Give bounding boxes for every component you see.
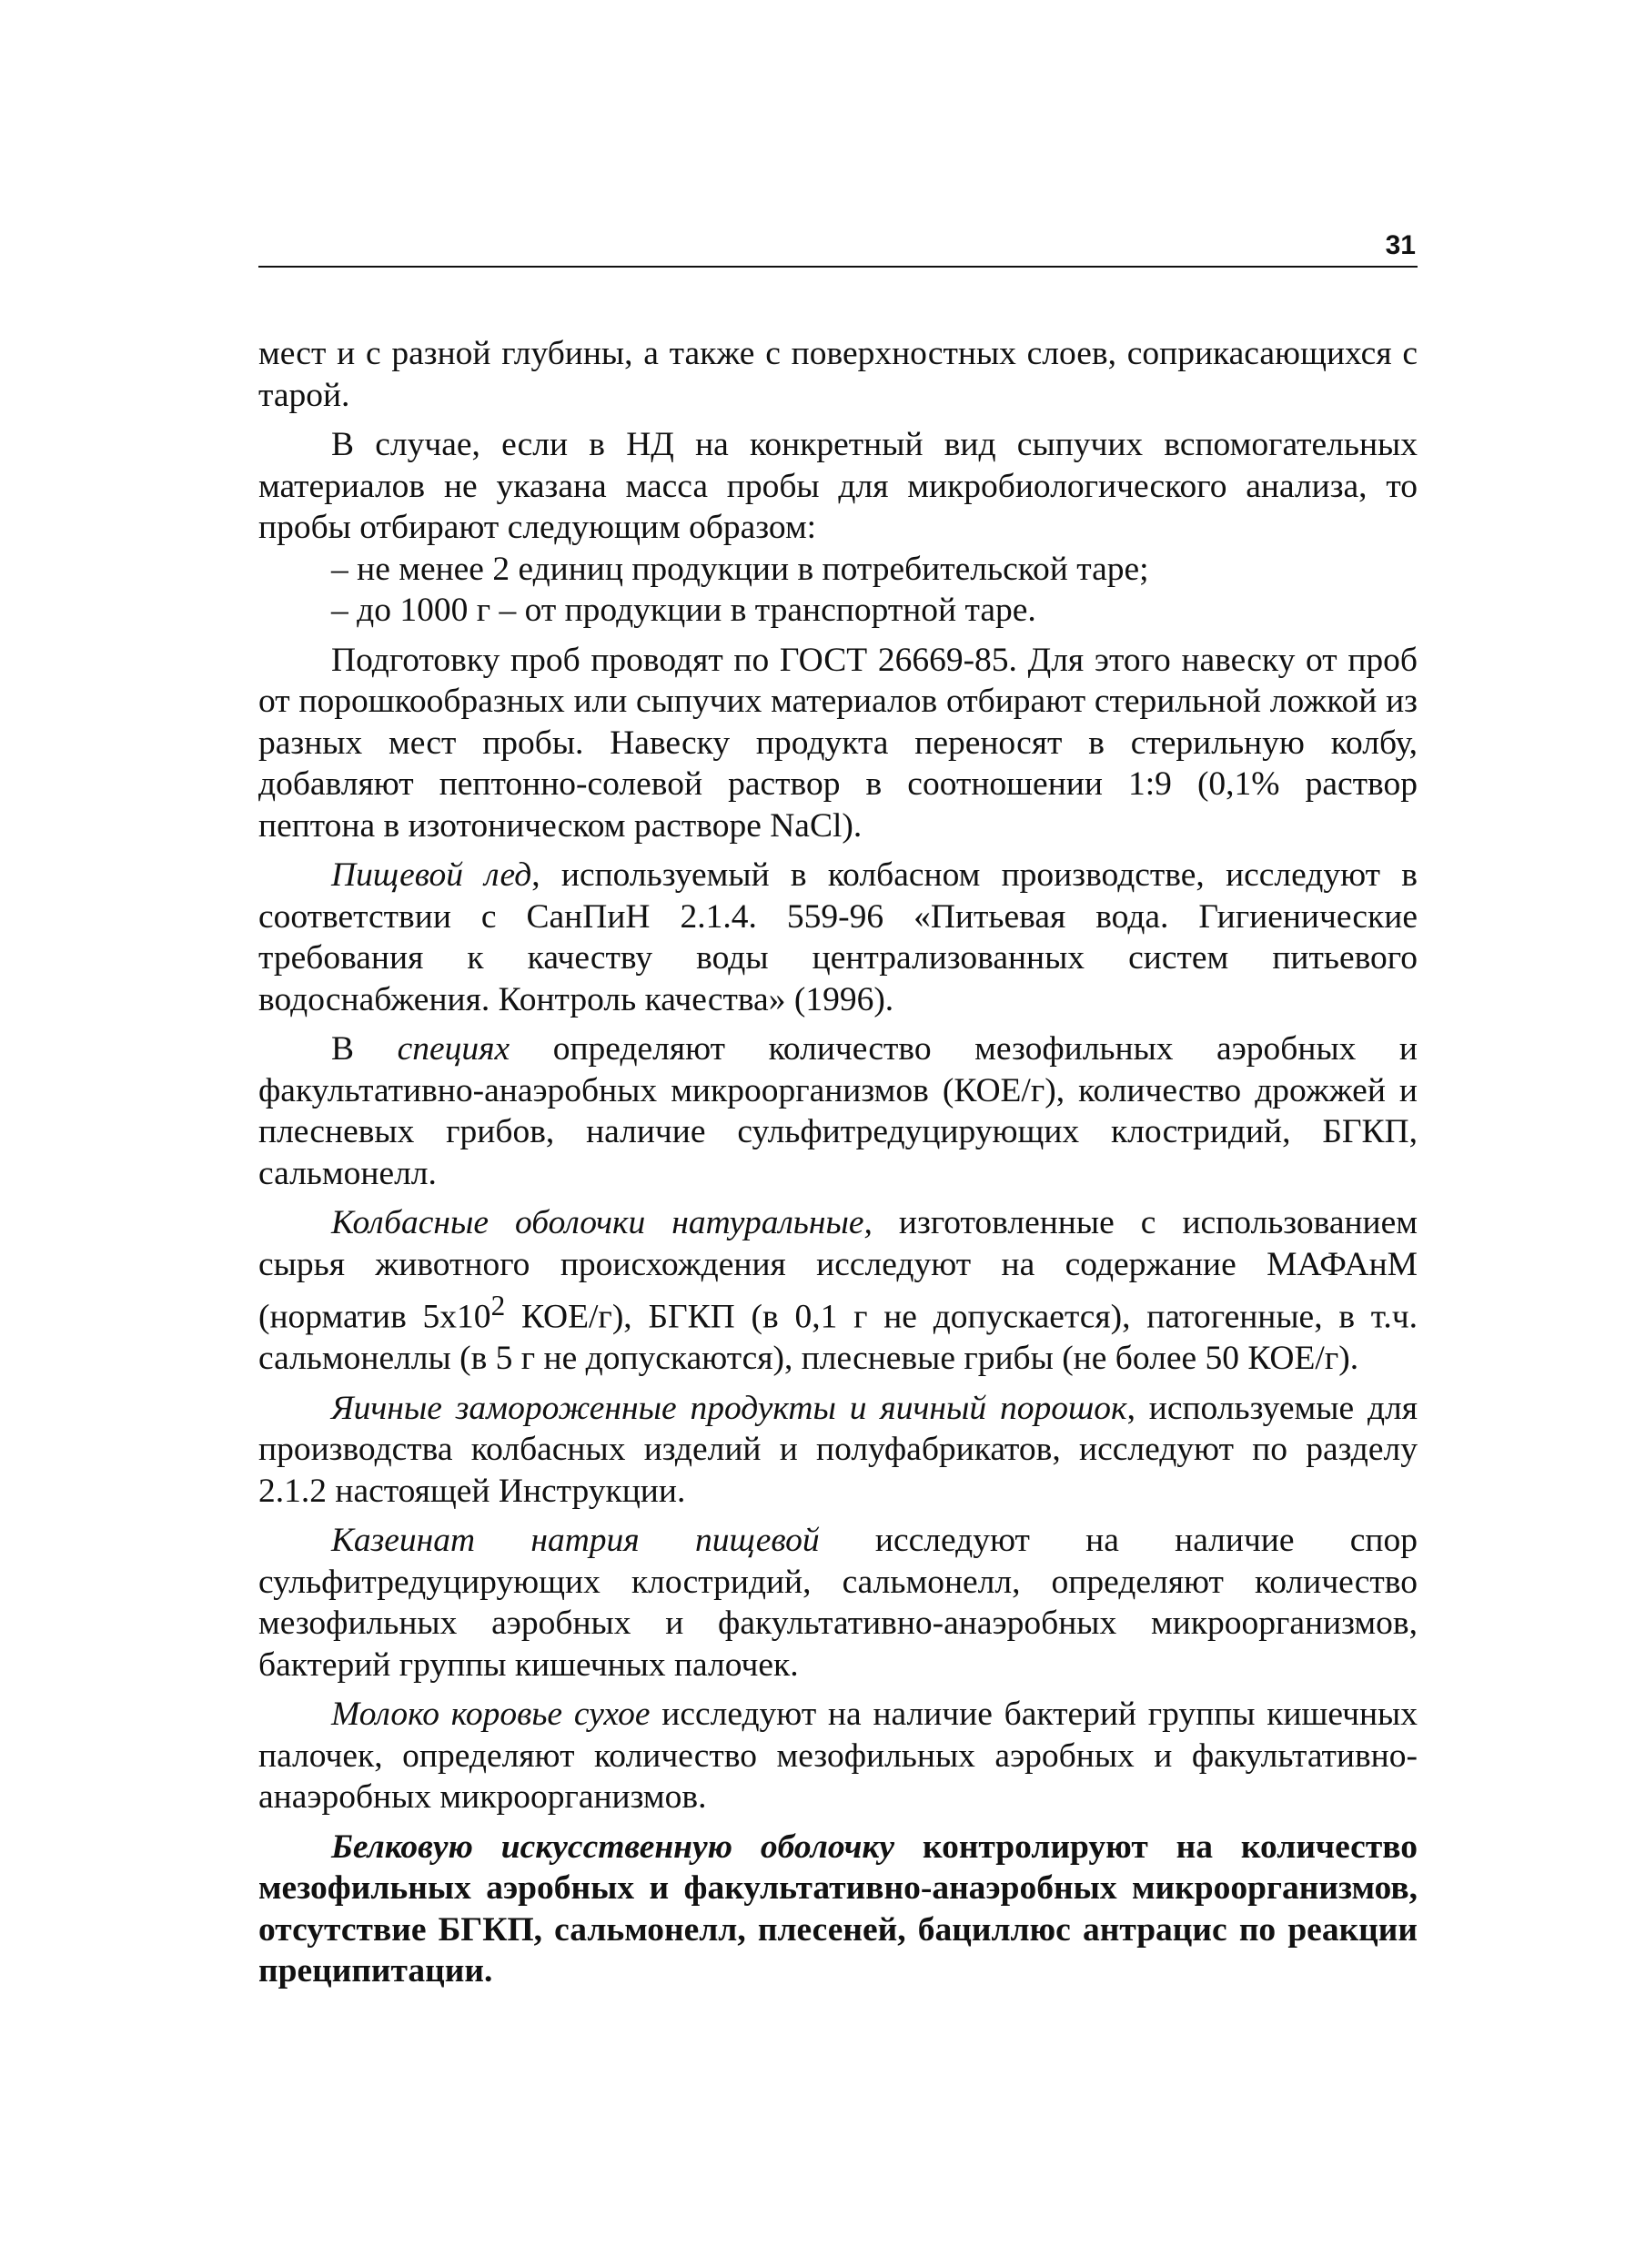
paragraph-6-text-a: изготовленные с использованием сырья животного происхождения исследуют на содержание МАФАнМ (норматив 5х10 (258, 1204, 1418, 1336)
paragraph-5 (258, 1028, 1418, 1194)
body-text (258, 333, 1418, 1992)
paragraph-5-lead: специях (397, 1030, 510, 1068)
paragraph-6-lead: Колбасные оболочки натуральные, (331, 1204, 873, 1241)
paragraph-2: В случае, если в НД на конкретный вид сыпучих вспомогательных материалов не указана масса пробы для микробиологического анализа, то пробы отбирают следующим образом: (258, 426, 1418, 546)
paragraph-7-text: , используемые для производства колбасных изделий и полуфабрикатов, исследуют по разделу 2.1.2 настоящей Инструкции. (258, 1389, 1418, 1510)
paragraph-10 (258, 1827, 1418, 1992)
paragraph-7-lead: Яичные замороженные продукты и яичный порошок (331, 1389, 1127, 1427)
paragraph-10-text: контролируют на количество мезофильных аэробных и факультативно-анаэробных микроорганизмов, отсутствие БГКП, сальмонелл, плесеней, бациллюс антрацис по реакции преципитации. (258, 1828, 1418, 1990)
paragraph-9-text: исследуют на наличие бактерий группы кишечных палочек, определяют количество мезофильных аэробных и факультативно-анаэробных микроорганизмов. (258, 1696, 1418, 1816)
paragraph-3: Подготовку проб проводят по ГОСТ 26669-85. Для этого навеску от проб от порошкообразных или сыпучих материалов отбирают стерильной ложкой из разных мест пробы. Навеску продукта переносят в стерильную колбу, добавляют пептонно-солевой раствор в соотношении 1:9 (0,1% раствор пептона в изотоническом растворе NaCl). (258, 641, 1418, 845)
paragraph-5-before: В (331, 1030, 398, 1068)
paragraph-9-lead: Молоко коровье сухое (331, 1696, 651, 1733)
paragraph-8-lead: Казеинат натрия пищевой (331, 1522, 820, 1559)
list-item-1: – не менее 2 единиц продукции в потребительской таре; (331, 550, 1149, 588)
paragraph-10-lead: Белковую искусственную оболочку (331, 1828, 895, 1866)
list-item-2: – до 1000 г – от продукции в транспортной таре. (331, 592, 1036, 629)
paragraph-6 (258, 1202, 1418, 1380)
paragraph-5-text: определяют количество мезофильных аэробных и факультативно-анаэробных микроорганизмов (КОЕ/г), количество дрожжей и плесневых грибов, наличие сульфитредуцирующих клостридий, БГКП, сальмонелл. (258, 1030, 1418, 1192)
paragraph-4 (258, 855, 1418, 1020)
paragraph-7 (258, 1388, 1418, 1513)
paragraph-8-text: исследуют на наличие спор сульфитредуцирующих клостридий, сальмонелл, определяют количество мезофильных аэробных и факультативно-анаэробных микроорганизмов, бактерий группы кишечных палочек. (258, 1522, 1418, 1684)
paragraph-6-exponent: 2 (490, 1290, 506, 1321)
paragraph-9 (258, 1694, 1418, 1818)
paragraph-1: мест и с разной глубины, а также с поверхностных слоев, соприкасающихся с тарой. (258, 335, 1418, 414)
paragraph-4-lead: Пищевой лед (331, 856, 532, 894)
paragraph-6-text-b: КОЕ/г), БГКП (в 0,1 г не допускается), патогенные, в т.ч. сальмонеллы (в 5 г не допускаются), плесневые грибы (не более 50 КОЕ/г). (258, 1298, 1418, 1377)
page-header (258, 228, 1418, 268)
paragraph-4-text: , используемый в колбасном производстве, исследуют в соответствии с СанПиН 2.1.4. 559-96 «Питьевая вода. Гигиенические требования к качеству воды централизованных систем питьевого водоснабжения. Контроль качества» (1996). (258, 856, 1418, 1018)
paragraph-8 (258, 1520, 1418, 1686)
page-number: 31 (1385, 230, 1416, 260)
